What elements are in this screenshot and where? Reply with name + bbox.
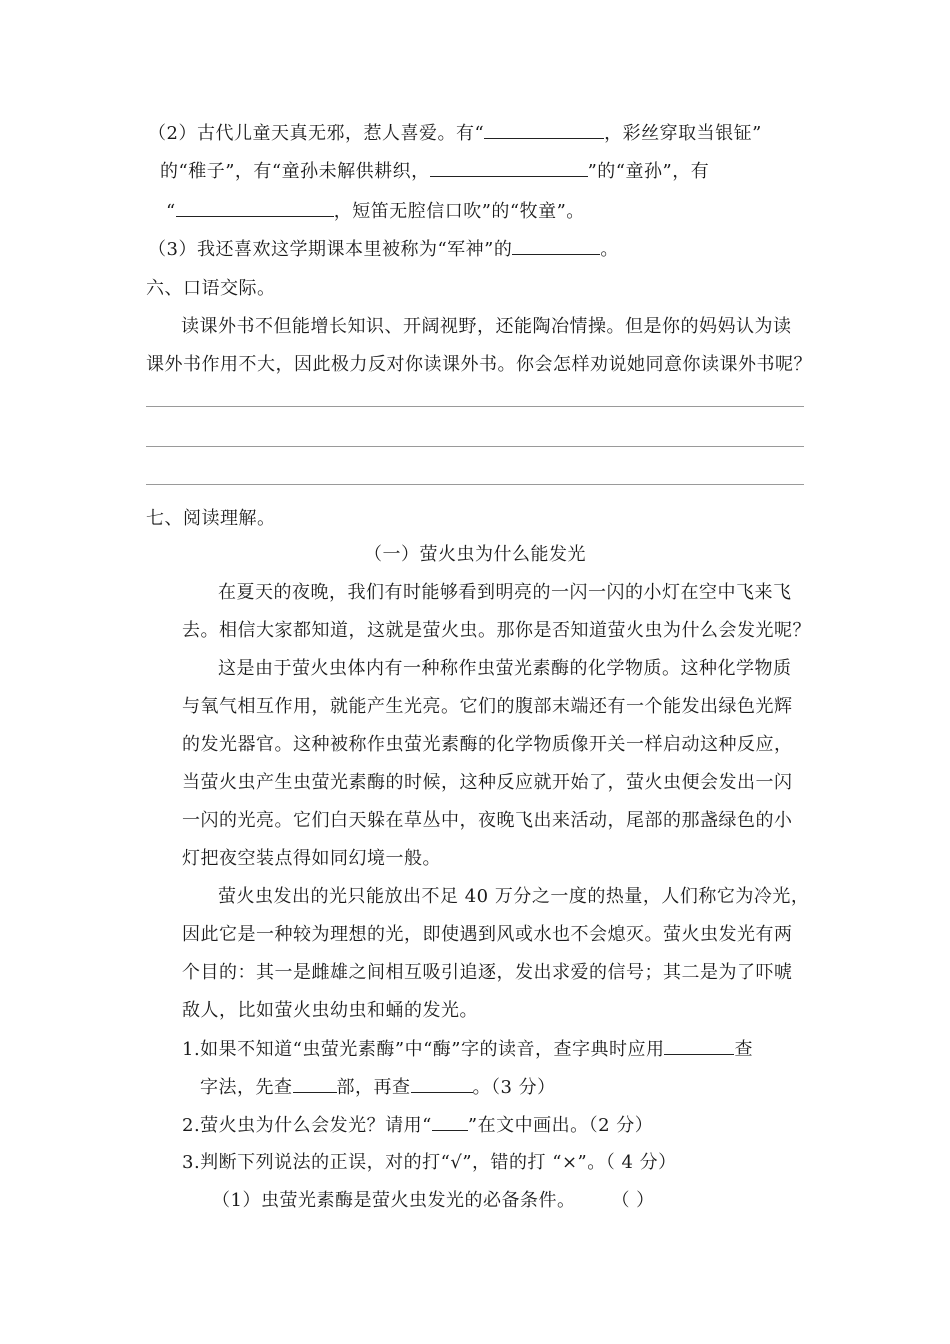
question-3-line: 3.判断下列说法的正误，对的打“√”，错的打 “×”。（ 4 分） <box>182 1152 677 1173</box>
question-1-text-e: 。（3 分） <box>472 1077 556 1098</box>
q5-2-line3 <box>166 198 585 225</box>
q5-2-line1 <box>148 120 762 147</box>
q5-2-text-e: “ <box>166 201 176 222</box>
passage-title: （一）萤火虫为什么能发光 <box>364 544 586 565</box>
passage-line: 个目的：其一是雌雄之间相互吸引追逐，发出求爱的信号；其二是为了吓唬 <box>182 962 793 983</box>
passage-line: 一闪的光亮。它们白天躲在草丛中，夜晚飞出来活动，尾部的那盏绿色的小 <box>182 810 793 831</box>
question-1-text-b: 查 <box>734 1039 753 1060</box>
question-1-text-a: 1.如果不知道“虫萤光素酶”中“酶”字的读音，查字典时应用 <box>182 1039 665 1060</box>
question-3-item-1-text: （1）虫萤光素酶是萤火虫发光的必备条件。 <box>212 1190 576 1211</box>
answer-blank[interactable] <box>293 1074 337 1093</box>
underline-sample <box>432 1112 468 1131</box>
question-1-text-c: 字法，先查 <box>200 1077 293 1098</box>
q5-2-text-b: ，彩丝穿取当银钲” <box>604 123 762 144</box>
question-1-text-d: 部，再查 <box>336 1077 411 1098</box>
answer-blank[interactable] <box>664 1036 734 1055</box>
question-2-line <box>182 1112 653 1139</box>
q5-2-text-a: （2）古代儿童天真无邪，惹人喜爱。有“ <box>148 123 485 144</box>
section7-heading: 七、阅读理解。 <box>146 508 276 529</box>
passage-line: 敌人，比如萤火虫幼虫和蛹的发光。 <box>182 1000 478 1021</box>
writing-line[interactable] <box>146 484 804 485</box>
passage-line: 在夏天的夜晚，我们有时能够看到明亮的一闪一闪的小灯在空中飞来飞 <box>218 582 792 603</box>
answer-parentheses[interactable]: （ ） <box>611 1190 655 1211</box>
question-3-item-1 <box>212 1188 655 1214</box>
question-2-text-b: ”在文中画出。（2 分） <box>467 1115 654 1136</box>
q5-3-line <box>148 236 619 263</box>
question-1-line2 <box>200 1074 556 1101</box>
writing-line[interactable] <box>146 446 804 447</box>
passage-line: 当萤火虫产生虫萤光素酶的时候，这种反应就开始了，萤火虫便会发出一闪 <box>182 772 793 793</box>
passage-line: 去。相信大家都知道，这就是萤火虫。那你是否知道萤火虫为什么会发光呢？ <box>182 620 811 641</box>
passage-line: 因此它是一种较为理想的光，即使遇到风或水也不会熄灭。萤火虫发光有两 <box>182 924 793 945</box>
section6-heading: 六、口语交际。 <box>146 278 276 299</box>
answer-blank[interactable] <box>176 198 334 217</box>
passage-line: 这是由于萤火虫体内有一种称作虫萤光素酶的化学物质。这种化学物质 <box>218 658 792 679</box>
question-2-text-a: 2.萤火虫为什么会发光？请用“ <box>182 1115 432 1136</box>
passage-line: 与氧气相互作用，就能产生光亮。它们的腹部末端还有一个能发出绿色光辉 <box>182 696 793 717</box>
q5-2-line2 <box>160 158 709 185</box>
q5-2-text-d: ”的“童孙”，有 <box>587 161 710 182</box>
answer-blank[interactable] <box>430 158 588 177</box>
q5-3-text-a: （3）我还喜欢这学期课本里被称为“军神”的 <box>148 239 513 260</box>
question-1-line1 <box>182 1036 753 1063</box>
writing-line[interactable] <box>146 406 804 407</box>
q5-3-text-b: 。 <box>600 239 619 260</box>
answer-blank[interactable] <box>411 1074 473 1093</box>
passage-line: 的发光器官。这种被称作虫萤光素酶的化学物质像开关一样启动这种反应， <box>182 734 793 755</box>
answer-blank[interactable] <box>484 120 604 139</box>
answer-blank[interactable] <box>512 236 600 255</box>
q5-2-text-f: ，短笛无腔信口吹”的“牧童”。 <box>333 201 585 222</box>
passage-line: 灯把夜空装点得如同幻境一般。 <box>182 848 441 869</box>
passage-line: 萤火虫发出的光只能放出不足 40 万分之一度的热量，人们称它为冷光， <box>218 886 810 907</box>
q5-2-text-c: 的“稚子”，有“童孙未解供耕织， <box>160 161 430 182</box>
section6-prompt-line1: 读课外书不但能增长知识、开阔视野，还能陶冶情操。但是你的妈妈认为读 <box>181 316 792 337</box>
section6-prompt-line2: 课外书作用不大，因此极力反对你读课外书。你会怎样劝说她同意你读课外书呢？ <box>146 354 812 375</box>
